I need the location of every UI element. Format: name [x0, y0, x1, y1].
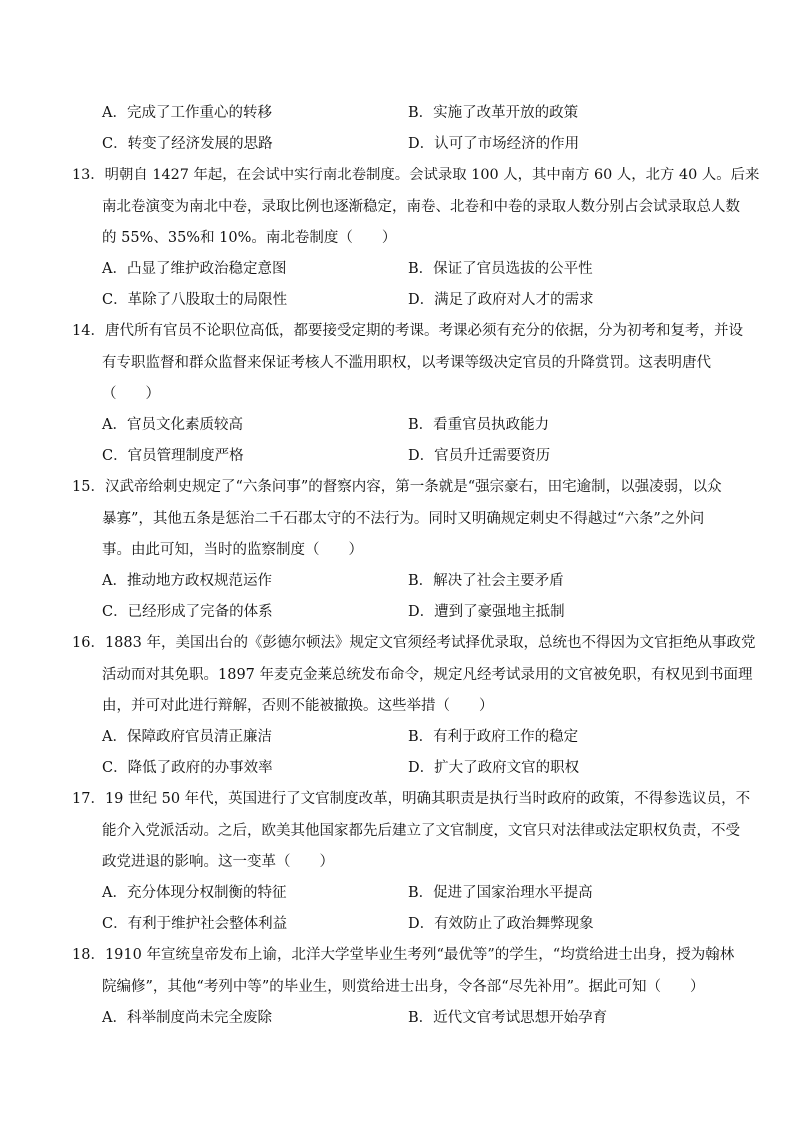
q15-option-a[interactable]: A．推动地方政权规范运作 [102, 573, 272, 589]
q18-stem-line-2: 院编修”，其他“考列中等”的毕业生，则赏给进士出身，令各部“尽先补用”。据此可知（ ） [102, 979, 705, 995]
q15-stem-line-3: 事。由此可知，当时的监察制度（ ） [102, 542, 363, 558]
q17-option-a[interactable]: A．充分体现分权制衡的特征 [102, 885, 287, 901]
q17-stem-line-2: 能介入党派活动。之后，欧美其他国家都先后建立了文官制度，文官只对法律或法定职权负责，不受 [102, 823, 740, 839]
q13-option-a[interactable]: A．凸显了维护政治稳定意图 [102, 261, 287, 277]
q13-option-d[interactable]: D．满足了政府对人才的需求 [408, 292, 594, 308]
q16-stem-line-2: 活动而对其免职。1897 年麦克金莱总统发布命令，规定凡经考试录用的文官被免职，有权见到书面理 [102, 667, 753, 683]
q18-option-a[interactable]: A．科举制度尚未完全废除 [102, 1010, 272, 1026]
q13-option-b[interactable]: B．保证了官员选拔的公平性 [408, 261, 593, 277]
q16-stem-line-3: 由，并可对此进行辩解，否则不能被撤换。这些举措（ ） [102, 698, 494, 714]
q13-stem-line-2: 南北卷演变为南北中卷，录取比例也逐渐稳定，南卷、北卷和中卷的录取人数分别占会试录取总人数 [102, 199, 740, 215]
q16-option-d[interactable]: D．扩大了政府文官的职权 [408, 760, 580, 776]
q15-option-d[interactable]: D．遭到了豪强地主抵制 [408, 604, 565, 620]
q17-option-c[interactable]: C．有利于维护社会整体利益 [102, 916, 288, 932]
q15-stem-line-1: 15．汉武帝给刺史规定了“六条问事”的督察内容，第一条就是“强宗豪右，田宅逾制，以强凌弱，以众 [72, 479, 722, 495]
q14-stem-line-2: 有专职监督和群众监督来保证考核人不滥用职权，以考课等级决定官员的升降赏罚。这表明唐代 [102, 355, 711, 371]
q18-stem-line-1: 18．1910 年宣统皇帝发布上谕，北洋大学堂毕业生考列“最优等”的学生，“均赏给进士出身，授为翰林 [72, 947, 735, 963]
q17-option-d[interactable]: D．有效防止了政治舞弊现象 [408, 916, 594, 932]
q17-option-b[interactable]: B．促进了国家治理水平提高 [408, 885, 593, 901]
q15-stem-line-2: 暴寡”，其他五条是惩治二千石郡太守的不法行为。同时又明确规定刺史不得越过“六条”之外问 [102, 511, 705, 527]
q15-option-c[interactable]: C．已经形成了完备的体系 [102, 604, 273, 620]
q16-option-b[interactable]: B．有利于政府工作的稳定 [408, 729, 579, 745]
q18-option-b[interactable]: B．近代文官考试思想开始孕育 [408, 1010, 608, 1026]
q17-stem-line-3: 政党进退的影响。这一变革（ ） [102, 854, 334, 870]
q14-stem-line-1: 14．唐代所有官员不论职位高低，都要接受定期的考课。考课必须有充分的依据，分为初考和复考，并设 [72, 323, 743, 339]
q16-stem-line-1: 16．1883 年，美国出台的《彭德尔顿法》规定文官须经考试择优录取，总统也不得因为文官拒绝从事政党 [72, 635, 756, 651]
q14-option-d[interactable]: D．官员升迁需要资历 [408, 448, 551, 464]
q12-option-b[interactable]: B．实施了改革开放的政策 [408, 105, 579, 121]
q16-option-c[interactable]: C．降低了政府的办事效率 [102, 760, 273, 776]
q14-option-b[interactable]: B．看重官员执政能力 [408, 417, 550, 433]
q12-option-d[interactable]: D．认可了市场经济的作用 [408, 136, 580, 152]
q14-stem-line-3: （ ） [102, 386, 160, 402]
q16-option-a[interactable]: A．保障政府官员清正廉洁 [102, 729, 272, 745]
q14-option-c[interactable]: C．官员管理制度严格 [102, 448, 244, 464]
q15-option-b[interactable]: B．解决了社会主要矛盾 [408, 573, 564, 589]
q13-option-c[interactable]: C．革除了八股取士的局限性 [102, 292, 288, 308]
q12-option-c[interactable]: C．转变了经济发展的思路 [102, 136, 273, 152]
q17-stem-line-1: 17．19 世纪 50 年代，英国进行了文官制度改革，明确其职责是执行当时政府的政策，不得参选议员，不 [72, 791, 751, 807]
q13-stem-line-3: 的 55%、35%和 10%。南北卷制度（ ） [102, 230, 397, 246]
q12-option-a[interactable]: A．完成了工作重心的转移 [102, 105, 272, 121]
q14-option-a[interactable]: A．官员文化素质较高 [102, 417, 243, 433]
q13-stem-line-1: 13．明朝自 1427 年起，在会试中实行南北卷制度。会试录取 100 人，其中南方 60 人，北方 40 人。后来 [72, 167, 760, 183]
